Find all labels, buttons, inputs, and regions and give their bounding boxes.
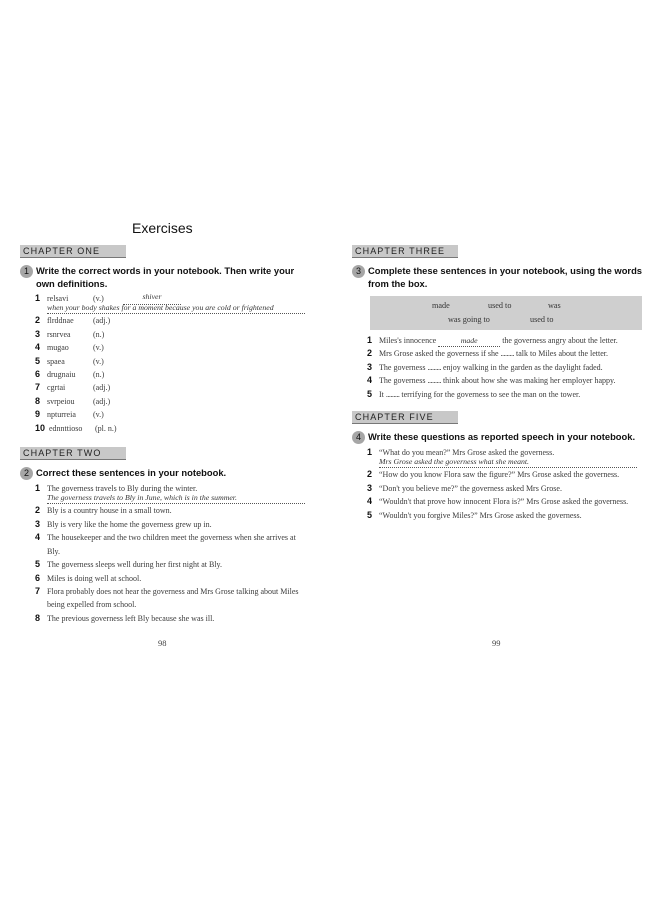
box-word: was bbox=[548, 301, 561, 310]
handwritten-answer: Mrs Grose asked the governess what she meant. bbox=[379, 457, 637, 468]
sentence-start: It bbox=[379, 389, 384, 399]
left-page bbox=[20, 245, 310, 625]
exercise-instruction: Correct these sentences in your notebook. bbox=[36, 467, 227, 479]
sentence-text bbox=[379, 334, 642, 347]
exercise-heading bbox=[20, 264, 310, 290]
list-item bbox=[35, 612, 310, 625]
list-item bbox=[367, 509, 642, 522]
handwritten-definition: when your body shakes for a moment because you are cold or frightened bbox=[47, 303, 305, 314]
sentence-end: talk to Miles about the letter. bbox=[516, 349, 609, 359]
sentence-end: enjoy walking in the garden as the daylight faded. bbox=[442, 362, 603, 372]
exercise-instruction: Write these questions as reported speech in your notebook. bbox=[368, 431, 636, 443]
item-number: 7 bbox=[35, 585, 41, 596]
item-number: 3 bbox=[35, 328, 41, 339]
item-number: 1 bbox=[367, 447, 373, 458]
sentence-text: Miles is doing well at school. bbox=[47, 573, 142, 583]
scrambled-word: mugao bbox=[47, 343, 69, 353]
item-number: 2 bbox=[35, 315, 41, 326]
sentence-text: Bly is a country house in a small town. bbox=[47, 506, 172, 516]
list-item bbox=[35, 395, 310, 408]
item-number: 1 bbox=[35, 483, 41, 494]
list-item bbox=[35, 482, 310, 504]
item-number: 4 bbox=[35, 532, 41, 543]
box-word: used to bbox=[530, 315, 554, 324]
item-number: 4 bbox=[367, 496, 373, 507]
sentence-start: Miles's innocence bbox=[379, 336, 437, 345]
chapter-header: CHAPTER TWO bbox=[20, 447, 126, 459]
item-number: 2 bbox=[35, 505, 41, 516]
list-item bbox=[35, 408, 310, 421]
list-item bbox=[35, 368, 310, 381]
list-item bbox=[367, 347, 642, 360]
item-number: 9 bbox=[35, 409, 41, 420]
scrambled-word: cgrtai bbox=[47, 383, 66, 393]
item-number: 5 bbox=[35, 355, 41, 366]
chapter-header: CHAPTER THREE bbox=[352, 245, 458, 257]
page-title: Exercises bbox=[132, 220, 193, 236]
right-page bbox=[352, 245, 642, 522]
exercise-instruction: Complete these sentences in your notebook, using the words from the box. bbox=[368, 265, 643, 289]
part-of-speech: (adj.) bbox=[93, 383, 111, 393]
item-number: 5 bbox=[367, 509, 373, 520]
part-of-speech: (v.) bbox=[93, 410, 104, 420]
list-item bbox=[35, 572, 310, 585]
list-item bbox=[367, 495, 642, 508]
sentence-text bbox=[379, 361, 642, 374]
sentence-end: the governess angry about the letter. bbox=[502, 336, 618, 345]
chapter-header: CHAPTER ONE bbox=[20, 245, 126, 257]
list-item bbox=[35, 504, 310, 517]
handwritten-answer: shiver bbox=[123, 292, 181, 305]
part-of-speech: (pl. n.) bbox=[95, 423, 117, 433]
item-number: 7 bbox=[35, 382, 41, 393]
exercise-number-badge: 1 bbox=[20, 265, 33, 278]
scrambled-word: npturreia bbox=[47, 410, 76, 420]
sentence-start: The governess bbox=[379, 376, 426, 386]
item-number: 10 bbox=[35, 422, 46, 433]
sentence-text: Flora probably does not hear the governess and Mrs Grose talking about Miles being expelled from school. bbox=[47, 586, 299, 610]
exercise-instruction: Write the correct words in your notebook. Then write your own definitions. bbox=[36, 265, 295, 289]
list-item bbox=[35, 531, 310, 558]
sentence-text: “What do you mean?” Mrs Grose asked the governess. bbox=[379, 448, 555, 458]
list-item bbox=[367, 388, 642, 401]
sentence-text bbox=[379, 388, 642, 401]
exercise-heading bbox=[352, 264, 642, 290]
item-number: 6 bbox=[35, 369, 41, 380]
item-number: 8 bbox=[35, 395, 41, 406]
part-of-speech: (n.) bbox=[93, 370, 105, 380]
exercise-number-badge: 2 bbox=[20, 467, 33, 480]
blank: ......... bbox=[500, 349, 515, 359]
item-number: 3 bbox=[367, 482, 373, 493]
item-number: 3 bbox=[35, 518, 41, 529]
list-item bbox=[367, 468, 642, 481]
scrambled-word: flrddnae bbox=[47, 316, 74, 326]
part-of-speech: (n.) bbox=[93, 329, 105, 339]
sentence-text: The governess travels to Bly during the winter. bbox=[47, 484, 198, 494]
sentence-list bbox=[367, 334, 642, 401]
item-number: 5 bbox=[35, 559, 41, 570]
list-item bbox=[367, 374, 642, 387]
list-item bbox=[35, 518, 310, 531]
item-number: 1 bbox=[367, 335, 373, 345]
sentence-end: terrifying for the governess to see the man on the tower. bbox=[401, 389, 581, 399]
sentence-text: The previous governess left Bly because she was ill. bbox=[47, 613, 215, 623]
exercise-number-badge: 3 bbox=[352, 265, 365, 278]
sentence-start: The governess bbox=[379, 362, 426, 372]
list-item bbox=[35, 341, 310, 354]
exercise-heading bbox=[20, 466, 310, 480]
chapter-header: CHAPTER FIVE bbox=[352, 411, 458, 423]
sentence-text: The governess sleeps well during her first night at Bly. bbox=[47, 560, 222, 570]
box-word: used to bbox=[488, 301, 512, 310]
sentence-start: Mrs Grose asked the governess if she bbox=[379, 349, 499, 359]
sentence-text bbox=[379, 347, 642, 360]
item-number: 2 bbox=[367, 469, 373, 480]
exercise-number-badge: 4 bbox=[352, 431, 365, 444]
exercise-heading bbox=[352, 430, 642, 444]
item-number: 8 bbox=[35, 612, 41, 623]
sentence-text: “Wouldn't you forgive Miles?” Mrs Grose asked the governess. bbox=[379, 510, 582, 520]
part-of-speech: (adj.) bbox=[93, 396, 111, 406]
item-number: 1 bbox=[35, 293, 41, 303]
list-item bbox=[35, 292, 310, 314]
sentence-end: think about how she was making her employer happy. bbox=[442, 376, 616, 386]
box-word: made bbox=[432, 301, 450, 310]
list-item bbox=[35, 558, 310, 571]
part-of-speech: (v.) bbox=[93, 343, 104, 353]
word-list bbox=[35, 292, 310, 435]
scrambled-word: spaea bbox=[47, 356, 65, 366]
item-number: 2 bbox=[367, 348, 373, 359]
list-item bbox=[367, 446, 642, 468]
scrambled-word: relsavi bbox=[47, 294, 69, 303]
scrambled-word: svrpeiou bbox=[47, 396, 75, 406]
handwritten-answer: The governess travels to Bly in June, which is in the summer. bbox=[47, 493, 305, 504]
scrambled-word: drugnaiu bbox=[47, 370, 76, 380]
item-number: 3 bbox=[367, 361, 373, 372]
list-item bbox=[35, 381, 310, 394]
item-number: 5 bbox=[367, 388, 373, 399]
page-number-right: 99 bbox=[492, 638, 501, 648]
item-number: 4 bbox=[367, 375, 373, 386]
part-of-speech: (v.) bbox=[93, 356, 104, 366]
sentence-text: Bly is very like the home the governess grew up in. bbox=[47, 519, 212, 529]
page-number-left: 98 bbox=[158, 638, 167, 648]
box-word: was going to bbox=[448, 315, 490, 324]
sentence-text: The housekeeper and the two children meet the governess when she arrives at Bly. bbox=[47, 533, 296, 556]
list-item bbox=[35, 585, 310, 612]
sentence-list bbox=[367, 446, 642, 522]
handwritten-answer: made bbox=[438, 336, 500, 347]
blank: ......... bbox=[427, 362, 441, 372]
item-number: 6 bbox=[35, 572, 41, 583]
list-item bbox=[35, 328, 310, 341]
sentence-text: “Don't you believe me?” the governess asked Mrs Grose. bbox=[379, 483, 562, 493]
scrambled-word: ednnttioso bbox=[49, 423, 83, 433]
scrambled-word: rsnrvea bbox=[47, 329, 71, 339]
sentence-text: “How do you know Flora saw the figure?” Mrs Grose asked the governess. bbox=[379, 470, 620, 480]
part-of-speech: (adj.) bbox=[93, 316, 111, 326]
sentence-list bbox=[35, 482, 310, 625]
blank: ......... bbox=[385, 389, 400, 399]
list-item bbox=[35, 314, 310, 327]
item-number: 4 bbox=[35, 342, 41, 353]
list-item bbox=[35, 422, 310, 435]
word-box bbox=[370, 296, 642, 330]
sentence-text: “Wouldn't that prove how innocent Flora is?” Mrs Grose asked the governess. bbox=[379, 497, 629, 507]
list-item bbox=[367, 334, 642, 347]
list-item bbox=[367, 361, 642, 374]
list-item bbox=[35, 355, 310, 368]
part-of-speech: (v.) bbox=[93, 294, 104, 303]
sentence-text bbox=[379, 374, 642, 387]
blank: ......... bbox=[427, 376, 441, 386]
list-item bbox=[367, 482, 642, 495]
